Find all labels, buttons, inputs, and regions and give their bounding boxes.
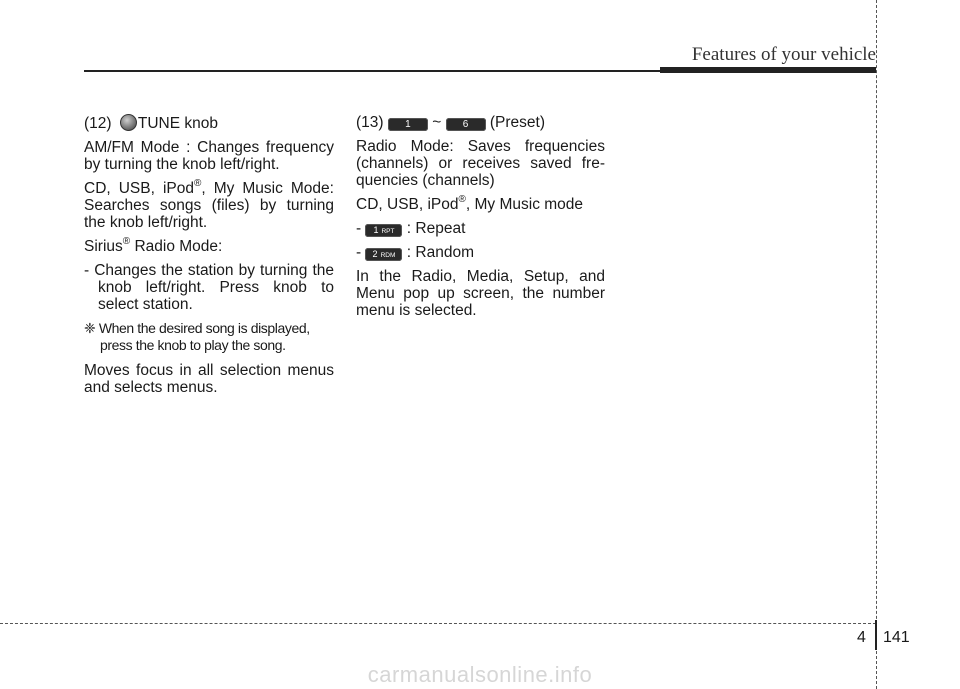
preset-1-button-icon: 1 bbox=[388, 118, 428, 131]
page-number-divider bbox=[875, 620, 877, 650]
right-column bbox=[356, 114, 605, 326]
repeat-item: - 1 RPT : Repeat bbox=[356, 220, 466, 237]
sirius-mode-label: Radio Mode: bbox=[130, 238, 223, 255]
preset-6-button-icon: 6 bbox=[446, 118, 486, 131]
watermark: carmanualsonline.info bbox=[367, 662, 593, 687]
moves-focus-text: Moves focus in all selection menus and selects menus. bbox=[84, 362, 334, 396]
footer-dashed-rule bbox=[0, 623, 876, 624]
media-mode-prefix: CD, USB, iPod bbox=[84, 180, 194, 197]
item-13-number: (13) bbox=[356, 114, 384, 131]
sirius-mode-heading bbox=[84, 235, 334, 255]
amfm-mode-text: AM/FM Mode : Changes frequency by turning the knob left/right. bbox=[84, 139, 334, 173]
repeat-button-number: 1 bbox=[373, 225, 379, 235]
media-mode-text-right bbox=[356, 193, 605, 213]
sirius-mode-item: - Changes the station by turning the knob left/right. Press knob to select station. bbox=[84, 262, 334, 313]
left-column bbox=[84, 114, 334, 403]
chapter-number: 4 bbox=[857, 629, 866, 646]
media-mode-prefix: CD, USB, iPod bbox=[356, 196, 459, 213]
repeat-button-tag: RPT bbox=[381, 228, 395, 235]
media-mode-text bbox=[84, 177, 334, 231]
registered-mark: ® bbox=[193, 177, 202, 189]
popup-menu-text: In the Radio, Media, Setup, and Menu pop up screen, the number menu is selected. bbox=[356, 268, 605, 319]
item-13-heading bbox=[356, 114, 605, 131]
random-item: - 2 RDM : Random bbox=[356, 244, 474, 261]
tune-knob-icon bbox=[120, 114, 137, 131]
repeat-label: : Repeat bbox=[406, 220, 466, 237]
note-text: ❈ When the desired song is displayed, press the knob to play the song. bbox=[84, 320, 310, 353]
item-12-number: (12) bbox=[84, 115, 112, 132]
registered-mark: ® bbox=[122, 235, 131, 247]
repeat-button-icon bbox=[365, 224, 402, 237]
random-button-tag: RDM bbox=[380, 252, 396, 259]
radio-mode-text: Radio Mode: Saves frequencies (channels) or receives saved fre- quencies (channels) bbox=[356, 138, 605, 189]
sirius-label: Sirius bbox=[84, 238, 123, 255]
page-vertical-guide bbox=[876, 0, 877, 689]
range-tilde: ~ bbox=[432, 114, 442, 131]
item-13-label: (Preset) bbox=[489, 114, 546, 131]
registered-mark: ® bbox=[458, 193, 466, 205]
page-number: 141 bbox=[883, 629, 910, 646]
media-mode-desc: , My Music Mode: Searches songs (files) by turning the knob left/right. bbox=[84, 180, 334, 231]
header-rule bbox=[84, 70, 660, 72]
random-label: : Random bbox=[406, 244, 474, 261]
header-rule-accent bbox=[660, 67, 876, 73]
random-button-icon bbox=[365, 248, 402, 261]
item-12-label: TUNE knob bbox=[137, 115, 219, 132]
random-button-number: 2 bbox=[372, 249, 378, 259]
item-12-heading bbox=[84, 114, 334, 132]
media-mode-desc: , My Music mode bbox=[465, 196, 584, 213]
page-header-title: Features of your vehicle bbox=[691, 44, 876, 65]
